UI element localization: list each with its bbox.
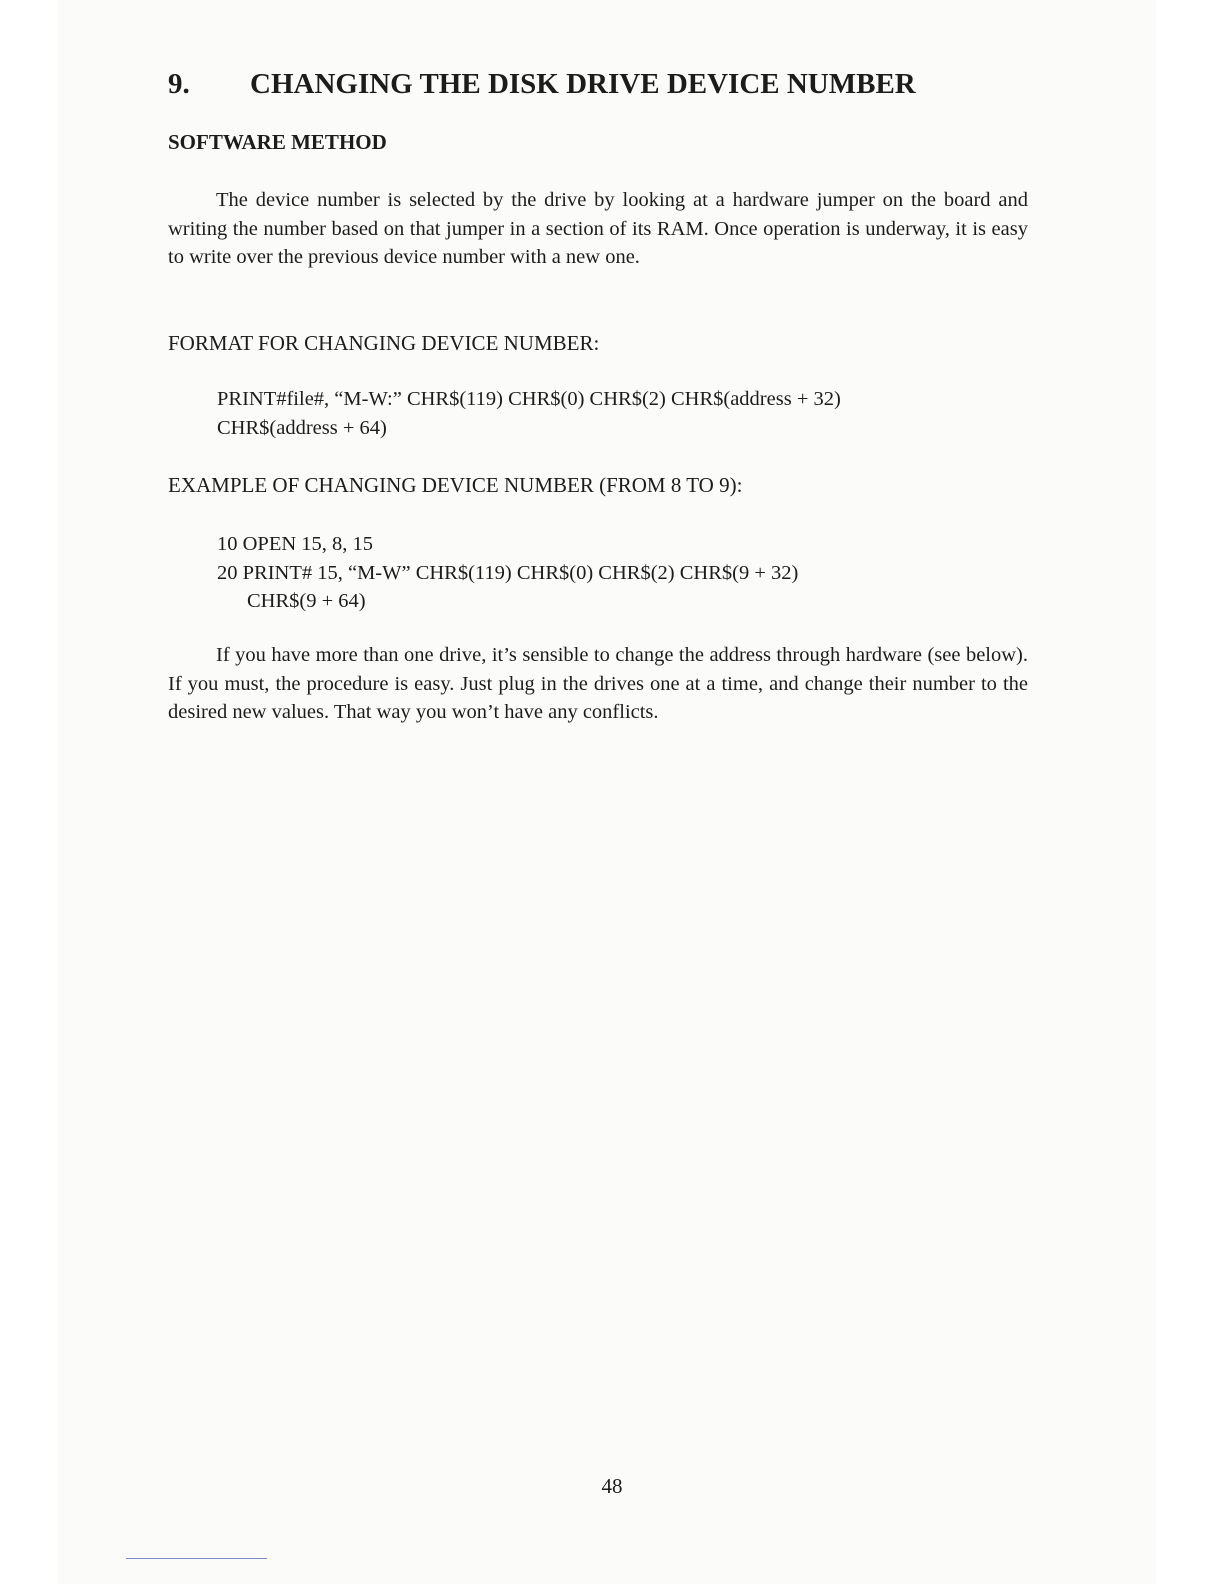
example-label: EXAMPLE OF CHANGING DEVICE NUMBER (FROM 8 TO 9): [168,473,743,497]
example-code-line: 20 PRINT# 15, “M-W” CHR$(119) CHR$(0) CHR$(2) CHR$(9 + 32) [217,561,799,584]
format-code-line: PRINT#file#, “M-W:” CHR$(119) CHR$(0) CHR$(2) CHR$(address + 32) [217,388,841,410]
format-label: FORMAT FOR CHANGING DEVICE NUMBER: [168,331,600,355]
intro-paragraph: The device number is selected by the drive by looking at a hardware jumper on the board and writing the number based on that jumper in a section of its RAM. Once operation is underway, it is easy to write over the previous device number with a new one. [168,189,1028,269]
format-code-block [217,385,841,442]
footnote-rule [126,1558,267,1559]
closing-paragraph: If you have more than one drive, it’s sensible to change the address through hardware (see below). If you must, the procedure is easy. Just plug in the drives one at a time, and change their number to the desired new values. That way you won’t have any conflicts. [168,644,1028,724]
example-code-line: 10 OPEN 15, 8, 15 [217,533,374,555]
page-number: 48 [601,1474,623,1498]
section-title: CHANGING THE DISK DRIVE DEVICE NUMBER [250,68,916,100]
format-code-line: CHR$(address + 64) [217,416,387,439]
section-number: 9. [168,68,190,100]
subheading-software-method: SOFTWARE METHOD [168,130,387,154]
example-code-block [217,530,798,616]
example-code-line: CHR$(9 + 64) [247,590,366,613]
